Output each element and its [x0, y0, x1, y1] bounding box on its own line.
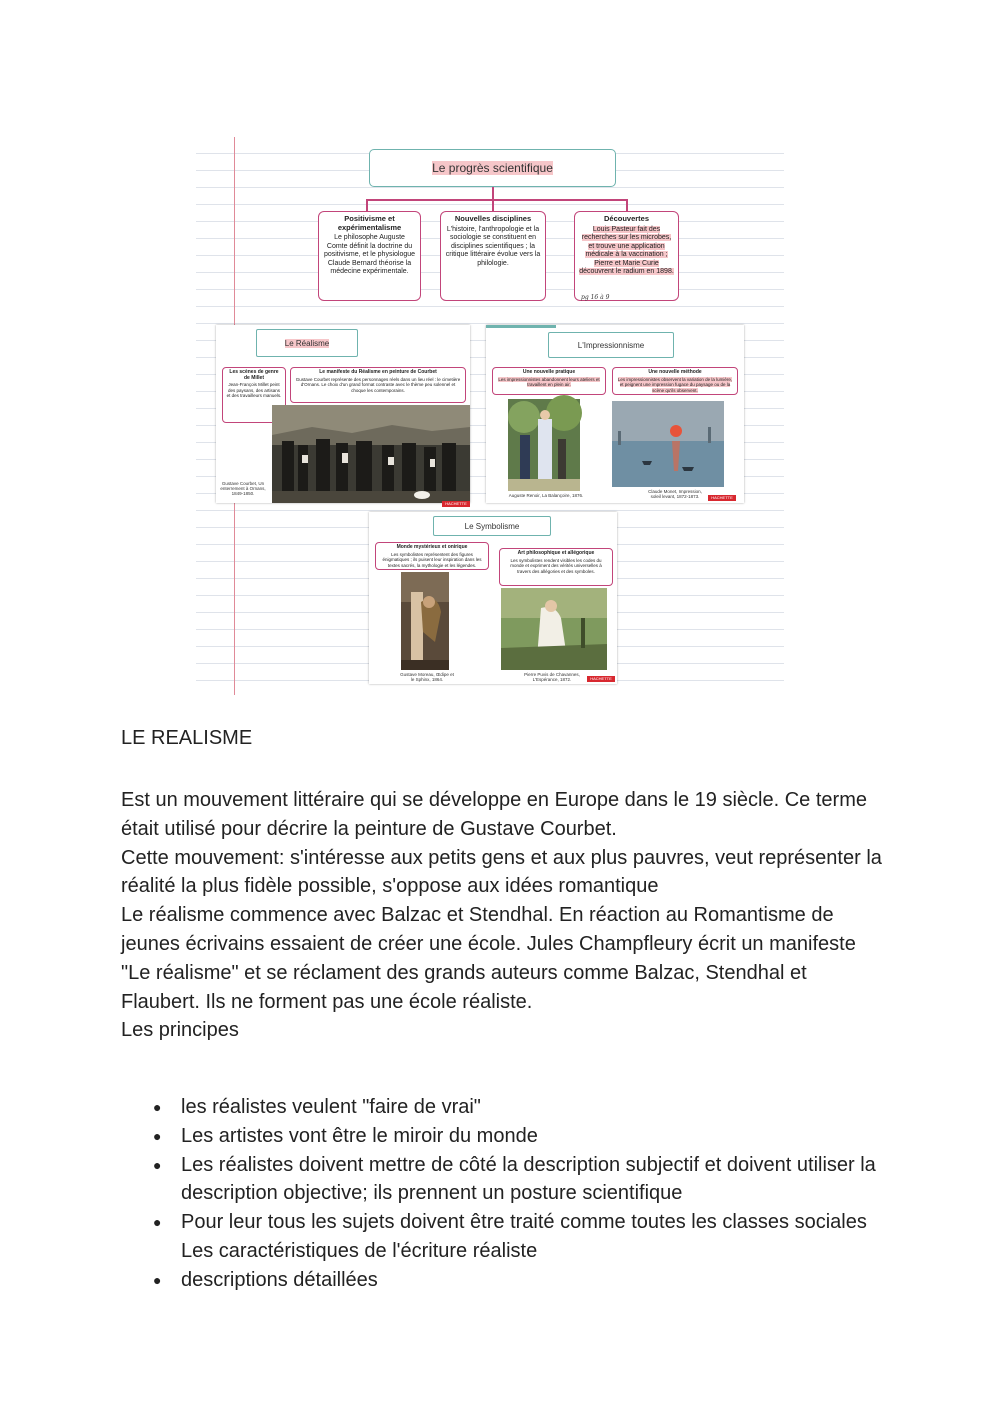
- paragraph: Le réalisme commence avec Balzac et Stendhal. En réaction au Romantisme de jeunes écrivains essaient de créer une école. Jules Champfleury écrit un manifeste: [121, 904, 856, 955]
- slide-title: L'Impressionnisme: [548, 332, 674, 358]
- slide-realisme: [216, 325, 470, 506]
- slide-box-monde-mysterieux: Monde mystérieux et onirique Les symbolistes représentent des figures énigmatiques ; ils puisent leur inspiration dans les textes sacrés, la mythologie et les légendes.: [375, 542, 489, 570]
- painting-enterrement-ornans: [272, 405, 470, 503]
- paragraph: Est un mouvement littéraire qui se développe en Europe dans le 19 siècle. Ce terme était utilisé pour décrire la peinture de Gustave Courbet.: [121, 789, 867, 840]
- notebook-photo: [196, 137, 784, 695]
- body-text: [121, 786, 891, 1045]
- bullet-icon: ●: [153, 1156, 162, 1173]
- list-item: ● Les artistes vont être le miroir du monde: [121, 1122, 891, 1151]
- slide-title: Le Réalisme: [256, 329, 358, 357]
- diagram-main-title: [369, 149, 616, 187]
- bullet-icon: ●: [153, 1214, 162, 1231]
- slide-caption-puvis: Pierre Puvis de Chavannes, L'Espérance, 1872.: [524, 672, 580, 682]
- slide-symbolisme: [369, 512, 617, 684]
- list-item: ● descriptions détaillées: [121, 1266, 891, 1295]
- bullet-icon: ●: [153, 1127, 162, 1144]
- publisher-tag: HACHETTE: [708, 495, 736, 501]
- slide-impressionnisme: [486, 325, 744, 503]
- section-heading: LE REALISME: [121, 727, 253, 749]
- painting-balancoire: [508, 399, 580, 491]
- list-item: ● les réalistes veulent "faire de vrai": [121, 1093, 891, 1122]
- box-title: Nouvelles disciplines: [454, 214, 532, 223]
- slide-box-millet: Les scènes de genre de Millet Jean-François Millet peint des paysans, des artisans et des travailleurs manuels.: [222, 367, 286, 423]
- paragraph: Les principes: [121, 1019, 239, 1042]
- connector-right: [626, 199, 628, 211]
- diagram-main-title-text: Le progrès scientifique: [432, 161, 553, 175]
- slide-box-art-philosophique: Art philosophique et allégorique Les symbolistes rendent visibles les codes du monde et expriment des vérités universelles à travers des allégories et des symboles.: [499, 548, 613, 586]
- connector-middle: [492, 199, 494, 211]
- slide-caption-moreau: Gustave Moreau, Œdipe et le Sphinx, 1864.: [400, 672, 454, 682]
- slide-box-pratique: Une nouvelle pratique Les impressionnistes abandonnent leurs ateliers et travaillent en plein air.: [492, 367, 606, 395]
- box-text: Louis Pasteur fait des recherches sur les microbes, et trouve une application médicale à la vaccination ; Pierre et Marie Curie découvrent le radium en 1898.: [579, 225, 674, 275]
- box-title: Découvertes: [603, 214, 650, 223]
- list-item: ● Les réalistes doivent mettre de côté la description subjectif et doivent utiliser la description objective; ils prennent un posture scientifique: [121, 1151, 891, 1209]
- painting-impression-soleil-levant: [612, 401, 724, 487]
- principles-list: [121, 1093, 891, 1295]
- painting-esperance: [501, 588, 607, 670]
- connector-left: [366, 199, 368, 211]
- painting-oedipe-sphinx: [401, 572, 449, 670]
- slide-caption-renoir: Auguste Renoir, La Balançoire, 1876.: [508, 493, 584, 498]
- slide-box-methode: Une nouvelle méthode Les impressionnistes observent la variation de la lumière, et peignent une impression fugace du paysage ou de la scène qu'ils observent.: [612, 367, 738, 395]
- bullet-icon: ●: [153, 1271, 162, 1288]
- slide-accent-bar: [486, 325, 556, 328]
- box-text: L'histoire, l'anthropologie et la sociologie se constituent en disciplines scientifiques ; la critique littéraire évolue vers la philologie.: [445, 225, 541, 267]
- paragraph: "Le réalisme" et se réclament des grands auteurs comme Balzac, Stendhal et Flaubert. Ils ne forment pas une école réaliste.: [121, 961, 807, 1013]
- slide-caption: Gustave Courbet, Un enterrement à Ornans, 1849-1850.: [220, 481, 266, 496]
- bullet-icon: ●: [153, 1099, 162, 1115]
- slide-box-courbet: Le manifeste du Réalisme en peinture de Courbet Gustave Courbet représente des personnages réels dans un lieu réel : le cimetière d'Ornans. Le choix d'un grand format contraste avec le thème peu solennel et choque les contemporains.: [290, 367, 466, 403]
- list-item: ● Pour leur tous les sujets doivent être traité comme toutes les classes sociales Les caractéristiques de l'écriture réaliste: [121, 1208, 891, 1266]
- diagram-box-disciplines: [440, 211, 546, 301]
- diagram-box-positivisme: [318, 211, 421, 301]
- publisher-tag: HACHETTE: [587, 676, 615, 682]
- handwritten-note: pg 16 à 9: [581, 294, 610, 301]
- connector-horizontal: [366, 199, 626, 201]
- box-title: Positivisme et expérimentalisme: [337, 214, 402, 232]
- box-text: Le philosophe Auguste Comte définit la doctrine du positivisme, et le physiologue Claude Bernard théorise la médecine expérimentale.: [323, 234, 416, 275]
- connector-vertical: [492, 187, 494, 199]
- slide-title: Le Symbolisme: [433, 516, 551, 536]
- paragraph: Cette mouvement: s'intéresse aux petits gens et aux plus pauvres, veut représenter la réalité la plus fidèle possible, s'oppose aux idées romantique: [121, 846, 882, 898]
- diagram-box-decouvertes: [574, 211, 679, 301]
- slide-caption-monet: Claude Monet, Impression, soleil levant, 1872-1873.: [648, 489, 702, 499]
- publisher-tag: HACHETTE: [442, 501, 470, 507]
